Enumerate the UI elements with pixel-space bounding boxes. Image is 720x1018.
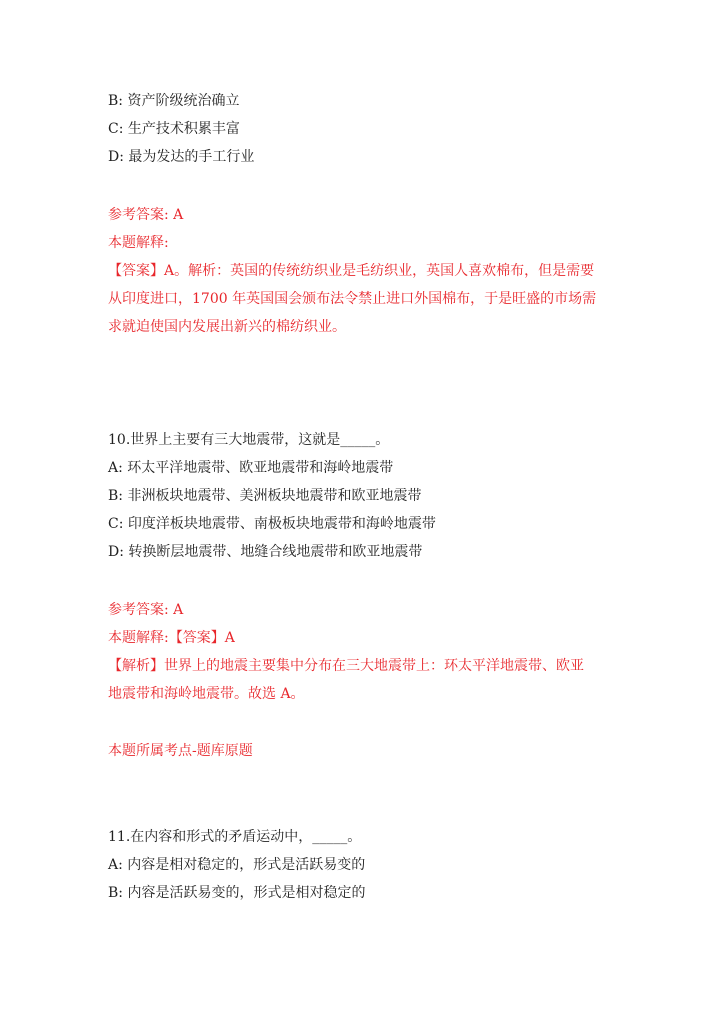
q10-category: 本题所属考点-题库原题 [108,743,253,759]
q11-stem: 11.在内容和形式的矛盾运动中，_____。 [108,829,362,845]
q10-option-b: B: 非洲板块地震带、美洲板块地震带和欧亚地震带 [108,488,422,504]
q10-stem: 10.世界上主要有三大地震带，这就是_____。 [108,432,390,448]
q10-option-a: A: 环太平洋地震带、欧亚地震带和海岭地震带 [108,460,394,476]
q10-option-d: D: 转换断层地震带、地缝合线地震带和欧亚地震带 [108,544,423,560]
q11-option-a: A: 内容是相对稳定的，形式是活跃易变的 [108,857,366,873]
q10-explanation-line-1: 【解析】世界上的地震主要集中分布在三大地震带上：环太平洋地震带、欧亚 [108,658,584,674]
q11-option-b: B: 内容是活跃易变的，形式是相对稳定的 [108,885,366,901]
q10-explanation-line-2: 地震带和海岭地震带。故选 A。 [108,686,305,702]
q10-explanation-label: 本题解释:【答案】A [108,630,235,646]
q9-answer: 参考答案: A [108,207,184,223]
q10-answer: 参考答案: A [108,602,184,618]
q10-option-c: C: 印度洋板块地震带、南极板块地震带和海岭地震带 [108,516,436,532]
q9-option-b: B: 资产阶级统治确立 [108,93,240,109]
q9-explanation-line-1: 【答案】A。解析：英国的传统纺织业是毛纺织业，英国人喜欢棉布，但是需要 [108,263,595,279]
q9-option-d: D: 最为发达的手工行业 [108,149,255,165]
q9-explanation-line-2: 从印度进口，1700 年英国国会颁布法令禁止进口外国棉布，于是旺盛的市场需 [108,291,597,307]
q9-option-c: C: 生产技术积累丰富 [108,121,240,137]
q9-explanation-label: 本题解释: [108,235,169,251]
q9-explanation-line-3: 求就迫使国内发展出新兴的棉纺织业。 [108,319,346,335]
